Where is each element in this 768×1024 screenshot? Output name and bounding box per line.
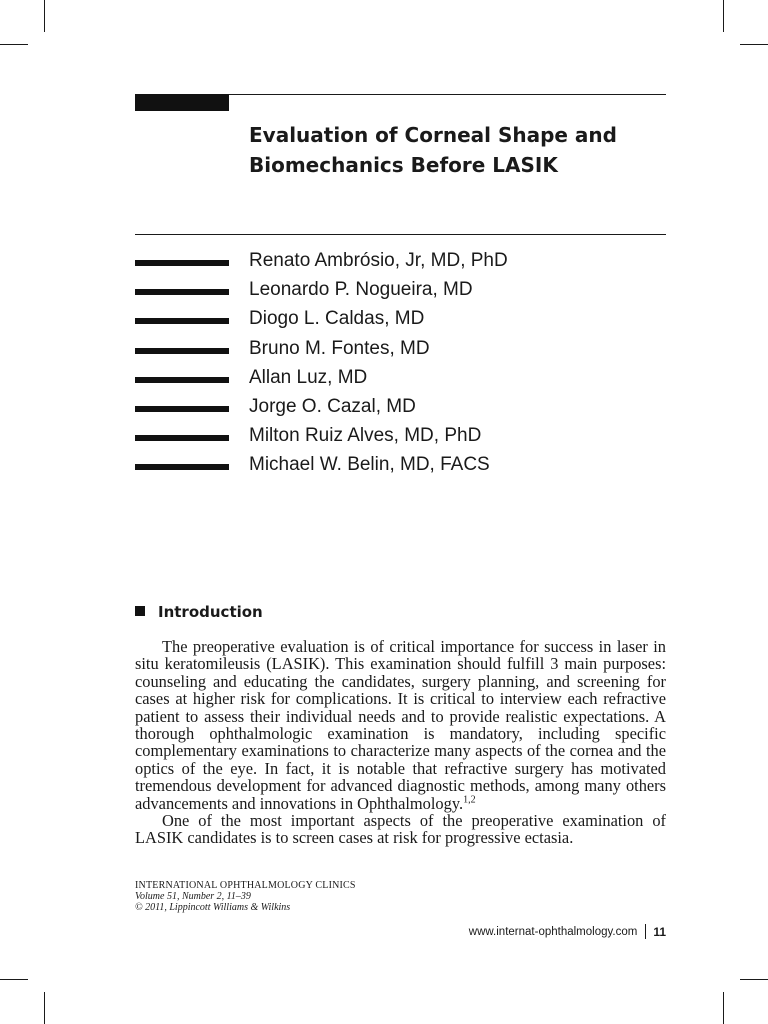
author-bar xyxy=(135,289,229,295)
author-name: Michael W. Belin, MD, FACS xyxy=(249,454,490,476)
crop-mark xyxy=(44,992,45,1024)
header-block xyxy=(135,94,229,111)
author-name: Allan Luz, MD xyxy=(249,366,368,388)
author-item xyxy=(0,247,768,276)
author-item xyxy=(0,305,768,334)
section-heading-text: Introduction xyxy=(158,603,263,621)
journal-volume: Volume 51, Number 2, 11–39 xyxy=(135,891,251,902)
author-name: Diogo L. Caldas, MD xyxy=(249,308,425,330)
author-bar xyxy=(135,377,229,383)
footer-url[interactable]: www.internat-ophthalmology.com xyxy=(468,925,638,938)
crop-mark xyxy=(723,992,724,1024)
journal-info xyxy=(135,880,356,913)
author-item xyxy=(0,393,768,422)
crop-mark xyxy=(740,44,768,45)
body-text xyxy=(135,638,666,847)
journal-name: INTERNATIONAL OPHTHALMOLOGY CLINICS xyxy=(135,880,356,891)
author-name: Milton Ruiz Alves, MD, PhD xyxy=(249,425,482,447)
author-name: Bruno M. Fontes, MD xyxy=(249,337,430,359)
crop-mark xyxy=(0,979,28,980)
author-bar xyxy=(135,348,229,354)
crop-mark xyxy=(0,44,28,45)
author-bar xyxy=(135,318,229,324)
author-item xyxy=(0,364,768,393)
page-number: 11 xyxy=(653,924,666,939)
author-bar xyxy=(135,406,229,412)
author-rule xyxy=(135,234,666,235)
author-bar xyxy=(135,435,229,441)
paragraph xyxy=(135,638,666,812)
page-footer xyxy=(469,924,666,939)
author-item xyxy=(0,422,768,451)
author-name: Renato Ambrósio, Jr, MD, PhD xyxy=(249,250,508,271)
header-rule xyxy=(229,94,666,95)
author-item xyxy=(0,276,768,305)
author-item xyxy=(0,335,768,364)
square-bullet-icon xyxy=(135,606,145,616)
author-list xyxy=(0,247,768,481)
paragraph xyxy=(135,812,666,847)
author-name: Jorge O. Cazal, MD xyxy=(249,395,416,417)
paragraph-text: The preoperative evaluation is of critical importance for success in laser in situ keratomileusis (LASIK). This examination should fulfill 3 main purposes: counseling and educating the candidates, surgery planning, and screening for cases at higher risk for complications. It is critical to interview each refractive patient to assess their individual needs and to provide realistic expectations. A thorough ophthalmologic examination is mandatory, including specific complementary examinations to characterize many aspects of the cornea and the optics of the eye. In fact, it is notable that refractive surgery has motivated tremendous development for advanced diagnostic methods, among many others advancements and innovations in Ophthalmology. xyxy=(135,637,666,813)
crop-mark xyxy=(740,979,768,980)
footer-divider xyxy=(645,924,646,939)
citation-ref[interactable]: 1,2 xyxy=(463,794,476,806)
crop-mark xyxy=(44,0,45,32)
article-title: Evaluation of Corneal Shape and Biomechanics Before LASIK xyxy=(249,123,617,177)
author-item xyxy=(0,451,768,480)
author-bar xyxy=(135,464,229,470)
section-heading xyxy=(135,601,263,623)
author-name: Leonardo P. Nogueira, MD xyxy=(249,279,473,301)
journal-copyright: © 2011, Lippincott Williams & Wilkins xyxy=(135,902,291,913)
author-bar xyxy=(135,260,229,266)
crop-mark xyxy=(723,0,724,32)
paragraph-text: One of the most important aspects of the preoperative examination of LASIK candidates is to screen cases at risk for progressive ectasia. xyxy=(135,811,666,848)
